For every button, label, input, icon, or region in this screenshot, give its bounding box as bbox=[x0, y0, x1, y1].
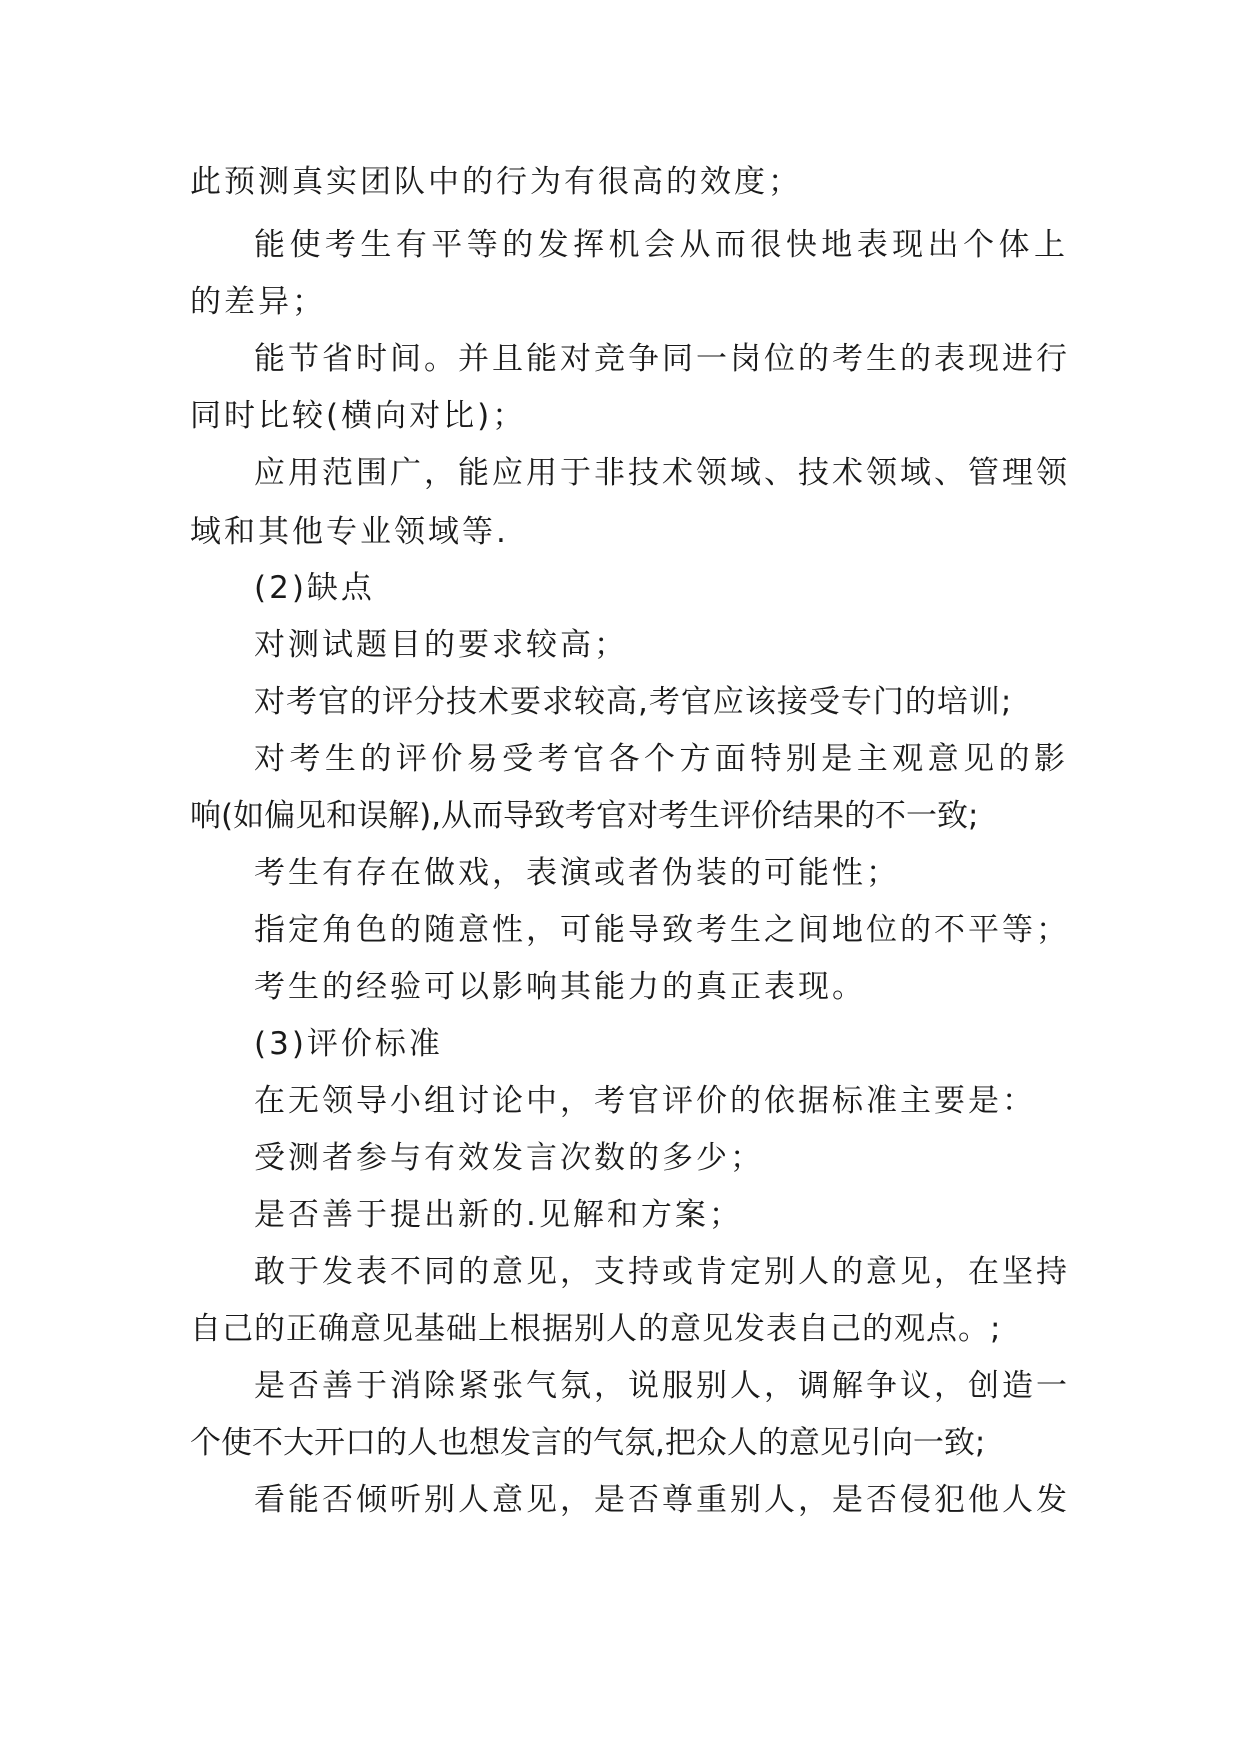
text-line-18: 受测者参与有效发言次数的多少； bbox=[254, 1140, 764, 1176]
text-line-22: 是否善于消除紧张气氛，说服别人，调解争议，创造一 bbox=[254, 1368, 1070, 1404]
text-line-20: 敢于发表不同的意见，支持或肯定别人的意见，在坚持 bbox=[254, 1254, 1070, 1290]
text-line-21: 自己的正确意见基础上根据别人的意见发表自己的观点。; bbox=[190, 1311, 1002, 1347]
text-line-15: 考生的经验可以影响其能力的真正表现。 bbox=[254, 969, 866, 1005]
text-line-10: 对考官的评分技术要求较高,考官应该接受专门的培训; bbox=[254, 684, 1013, 720]
text-line-19: 是否善于提出新的.见解和方案； bbox=[254, 1197, 743, 1233]
section-heading-drawbacks: (2)缺点 bbox=[254, 570, 375, 606]
text-line-7: 域和其他专业领域等. bbox=[190, 514, 509, 550]
section-heading-criteria: (3)评价标准 bbox=[254, 1026, 443, 1062]
text-line-23: 个使不大开口的人也想发言的气氛,把众人的意见引向一致; bbox=[190, 1425, 986, 1461]
text-line-3: 的差异； bbox=[190, 284, 326, 320]
text-line-5: 同时比较(横向对比)； bbox=[190, 398, 527, 434]
text-line-4: 能节省时间。并且能对竞争同一岗位的考生的表现进行 bbox=[254, 341, 1070, 377]
text-line-11: 对考生的评价易受考官各个方面特别是主观意见的影 bbox=[254, 741, 1068, 777]
text-line-1: 此预测真实团队中的行为有很高的效度； bbox=[190, 164, 802, 200]
text-line-6: 应用范围广，能应用于非技术领域、技术领域、管理领 bbox=[254, 455, 1070, 491]
text-line-24: 看能否倾听别人意见，是否尊重别人，是否侵犯他人发 bbox=[254, 1482, 1070, 1518]
text-line-17: 在无领导小组讨论中，考官评价的依据标准主要是： bbox=[254, 1083, 1036, 1119]
text-line-2: 能使考生有平等的发挥机会从而很快地表现出个体上 bbox=[254, 227, 1068, 263]
text-line-12: 响(如偏见和误解),从而导致考官对考生评价结果的不一致; bbox=[190, 798, 979, 834]
text-line-13: 考生有存在做戏，表演或者伪装的可能性； bbox=[254, 855, 900, 891]
text-line-9: 对测试题目的要求较高； bbox=[254, 627, 628, 663]
text-line-14: 指定角色的随意性，可能导致考生之间地位的不平等； bbox=[254, 912, 1070, 948]
